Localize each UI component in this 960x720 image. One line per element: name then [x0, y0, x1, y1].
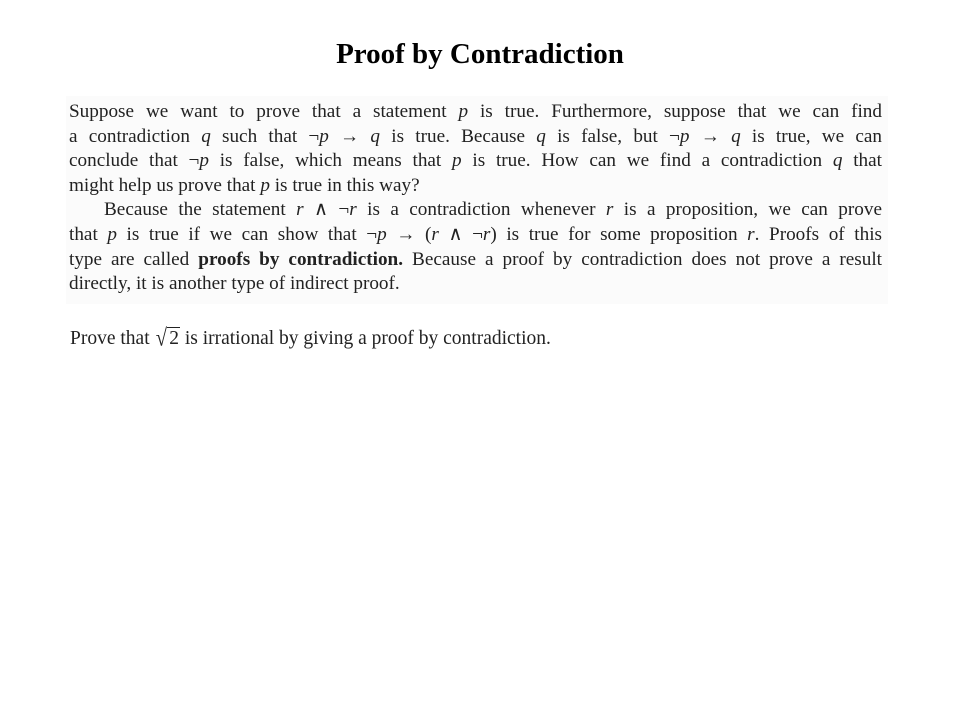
paragraph-2-line-1: Because the statement r ∧ ¬r is a contradiction whenever r is a proposition, we can prove	[104, 199, 882, 221]
term-proofs-by-contradiction: proofs by contradiction.	[198, 248, 404, 270]
textbook-excerpt	[66, 96, 888, 304]
paragraph-1-line-1: Suppose we want to prove that a statement p is true. Furthermore, suppose that we can find	[69, 101, 882, 122]
paragraph-1-line-2: a contradiction q such that ¬p → q is true. Because q is false, but ¬p → q is true, we can	[69, 125, 882, 147]
paragraph-2-line-2: that p is true if we can show that ¬p → (r ∧ ¬r) is true for some proposition r. Proofs of this	[69, 223, 882, 245]
exercise-prompt: Prove that √2 is irrational by giving a proof by contradiction.	[70, 325, 551, 352]
paragraph-1-line-4: might help us prove that p is true in this way?	[69, 174, 420, 196]
page-title: Proof by Contradiction	[336, 38, 624, 70]
square-root-radicand: 2	[169, 328, 179, 349]
square-root-symbol: √	[156, 325, 168, 352]
paragraph-1-line-3: conclude that ¬p is false, which means that p is true. How can we find a contradiction q that	[69, 150, 882, 172]
paragraph-2-line-3: type are called proofs by contradiction. Because a proof by contradiction does not prove a result	[69, 248, 883, 270]
paragraph-2-line-4: directly, it is another type of indirect proof.	[69, 273, 400, 295]
